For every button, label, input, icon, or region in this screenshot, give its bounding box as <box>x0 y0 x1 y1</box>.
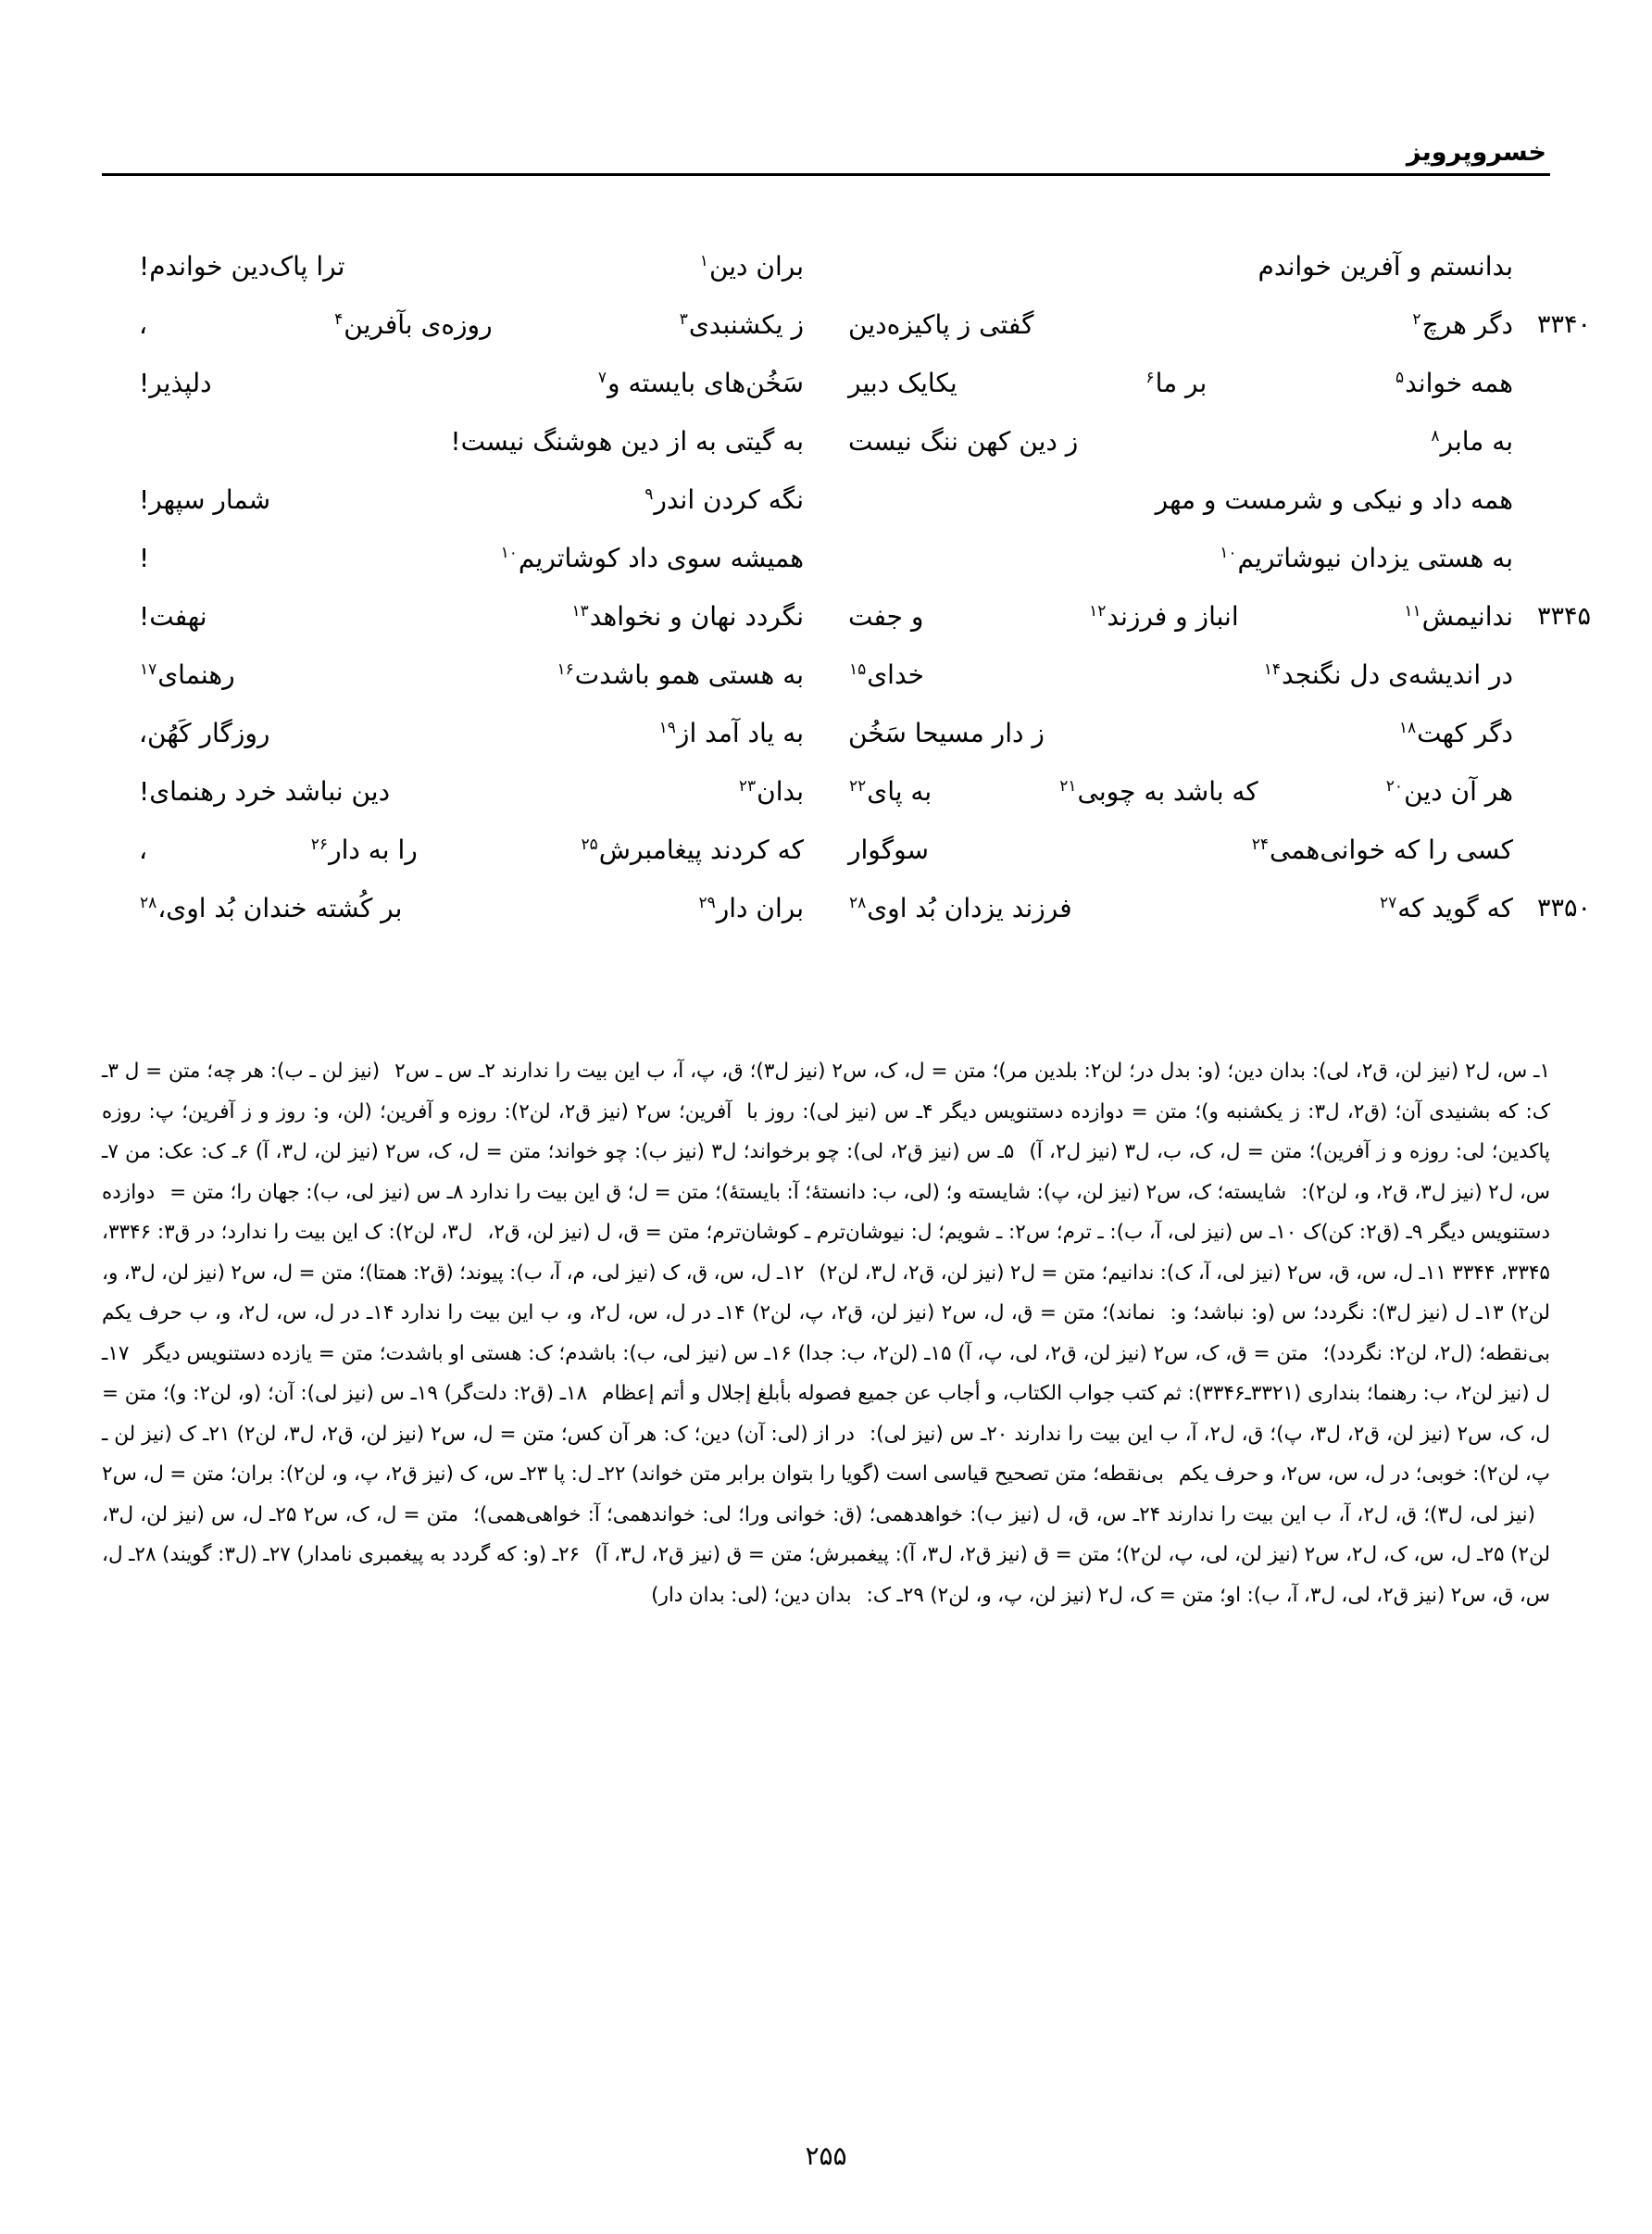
hemistich-text <box>139 587 804 646</box>
footnote-marker: ۱۴ <box>1263 659 1282 679</box>
hemistich-right <box>826 354 1513 412</box>
hemistich-text <box>139 762 804 821</box>
hemistich-segment: که کردند پیغامبرش$^{۲۵}$ <box>581 835 804 865</box>
hemistich-text <box>848 237 1513 295</box>
hemistich-right <box>826 529 1513 587</box>
apparatus-note: (نیز لی، ل۳)؛ ق، ل۲، آ، ب این بیت را ندارند ۲۴ـ س، ق، ل (نیز ب): خواهدهمی؛ (ق: خوانی ورا؛ لی: خواندهمی؛ آ: خواهی‌همی)؛ <box>473 1502 1535 1526</box>
footnote-marker: ۱۷ <box>140 659 157 679</box>
hemistich-segment: ز یکشنبدی$^۳$ <box>679 309 804 340</box>
hemistich-text <box>139 704 804 762</box>
verse-column-right <box>826 471 1513 529</box>
hemistich-text <box>139 412 804 471</box>
hemistich-segment: فرزند یزدان بُد اوی$^{۲۸}$ <box>849 893 1072 923</box>
footnote-marker: ۲۹ <box>698 893 716 912</box>
footnote-marker: ۱۳ <box>571 601 589 621</box>
hemistich-text <box>139 237 804 295</box>
apparatus-note: (نیز لن ـ ب): هر چه؛ متن = ل ۳ـ ک: که بشنیدی آن؛ (ق۲، ل۳: ز یکشنبه و)؛ متن = دوازده دستنویس دیگر ۴ـ س (نیز لی): روز با <box>102 1060 1550 1123</box>
hemistich-left <box>139 295 826 354</box>
hemistich-segment: سوگوار <box>848 835 930 865</box>
hemistich-text <box>848 704 1513 762</box>
hemistich-text <box>848 646 1513 704</box>
verse-column-right <box>826 295 1591 354</box>
hemistich-left <box>139 646 826 704</box>
hemistich-right <box>826 704 1513 762</box>
footnote-marker: ۲۲ <box>849 776 867 796</box>
hemistich-left <box>139 412 826 471</box>
verse-column-left <box>139 704 826 762</box>
hemistich-left <box>139 762 826 821</box>
hemistich-left <box>139 354 826 412</box>
hemistich-segment: خدای$^{۱۵}$ <box>849 659 924 690</box>
hemistich-segment: سَخُن‌های بایسته و$^۷$ <box>597 368 804 398</box>
hemistich-left <box>139 821 826 879</box>
page-number: ۲۵۵ <box>805 2140 847 2171</box>
verse-number: ۳۳۴۵ <box>1536 602 1591 631</box>
verse-number: ۳۳۴۰ <box>1536 310 1591 339</box>
verse-line <box>139 237 1513 295</box>
verse-column-right <box>826 529 1513 587</box>
apparatus-note: ۱۸ـ (ق۲: دلت‌گر) ۱۹ـ س (نیز لی): آن؛ (و، لن۲: و)؛ متن = ل، ک، س۲ (نیز لن، ق۲، ل۳، پ)؛ ق، ل۲، آ، ب این بیت را ندارند ۲۰ـ س (نیز لی): <box>102 1382 1551 1446</box>
verse-column-right <box>826 879 1591 937</box>
apparatus-text <box>102 1051 1550 1615</box>
hemistich-left <box>139 879 826 937</box>
verse-line <box>139 529 1513 587</box>
hemistich-text <box>139 295 804 354</box>
hemistich-segment: در اندیشه‌ی دل نگنجد$^{۱۴}$ <box>1263 659 1513 690</box>
apparatus-note: ۱۲ـ ل، س، ق، ک (نیز لی، م، آ، ب): پیوند؛ (ق۲: همتا)؛ متن = ل، س۲ (نیز لن، ل۳، و، لن۲) ۱۳ـ ل (نیز ل۳): نگردد؛ س (و: نباشد؛ و: <box>102 1261 1550 1324</box>
verse-column-left <box>139 412 826 471</box>
hemistich-segment: که باشد به چوبی$^{۲۱}$ <box>1059 776 1258 807</box>
hemistich-segment: که گوید که$^{۲۷}$ <box>1379 893 1513 923</box>
hemistich-text <box>848 354 1513 412</box>
verse-column-left <box>139 587 826 646</box>
verse-line <box>139 762 1513 821</box>
hemistich-segment: هر آن دین$^{۲۰}$ <box>1385 776 1513 807</box>
hemistich-text <box>848 762 1513 821</box>
hemistich-segment: به هستی همو باشدت$^{۱۶}$ <box>557 659 804 690</box>
footnote-marker: ۲۱ <box>1059 776 1077 796</box>
hemistich-text <box>139 821 804 879</box>
footnote-marker: ۲۳ <box>738 776 757 796</box>
apparatus-note: بی‌نقطه؛ متن تصحیح قیاسی است (گویا را بتوان برابر متن خواند) ۲۲ـ ل: پا ۲۳ـ س، ک (نیز ق۲، پ، و، لن۲): بران؛ متن = ل، س۲ <box>102 1462 1164 1486</box>
verse-column-left <box>139 821 826 879</box>
hemistich-segment: را به دار$^{۲۶}$ <box>310 835 418 865</box>
hemistich-text <box>139 879 804 937</box>
verse-area <box>139 237 1591 923</box>
apparatus-note: بدان دین؛ (لی: بدان دار) <box>651 1583 852 1607</box>
hemistich-segment: ترا پاک‌دین خواندم! <box>139 251 345 282</box>
hemistich-segment: بر ما$^۶$ <box>1145 368 1208 398</box>
header-rule <box>102 173 1550 176</box>
apparatus-note: ل۳، لن۲): ک این بیت را ندارد؛ در ق۳: ۳۳۴۶، ۳۳۴۵، ۳۳۴۴ ۱۱ـ ل، س، ق، س۲ (نیز لی، آ، ک): ندانیم؛ متن = ل۲ (نیز لن، ق۲، ل۳، لن۲) <box>102 1221 1550 1285</box>
hemistich-segment: به یاد آمد از$^{۱۹}$ <box>658 718 804 748</box>
hemistich-right <box>826 762 1513 821</box>
hemistich-segment: به مابر$^۸$ <box>1431 426 1513 457</box>
hemistich-segment: نهفت! <box>139 601 207 632</box>
hemistich-left <box>139 704 826 762</box>
apparatus-note: شایسته؛ ک، س۲ (نیز لن، پ): شایسته و؛ (لی، ب: دانستهٔ؛ آ: بایستهٔ)؛ متن = ل؛ ق این بیت را ندارد ۸ـ س (نیز لی، ب): جهان را؛ متن = <box>169 1180 1287 1204</box>
footnote-marker: ۱۹ <box>658 718 676 737</box>
hemistich-text <box>848 412 1513 471</box>
hemistich-segment: کسی را که خوانی‌همی$^{۲۴}$ <box>1251 835 1513 865</box>
apparatus-note: متن = ل، ک، س۲ ۲۵ـ ل، س (نیز لن، ل۳، لن۲) ۲۵ـ ل، س، ک، ل۲، س۲ (نیز لن، لی، پ، لن۲)؛ متن = ق (نیز ق۲، ل۳، آ): پیغمبرش؛ متن = ق (نیز ق۲، ل۳، آ) <box>102 1502 1551 1566</box>
hemistich-segment: انباز و فرزند$^{۱۲}$ <box>1089 601 1239 632</box>
footnote-marker: ۸ <box>1431 426 1440 446</box>
hemistich-text <box>848 879 1513 937</box>
hemistich-segment: ز دین کهن ننگ نیست <box>848 426 1079 457</box>
hemistich-left <box>139 529 826 587</box>
hemistich-segment: شمار سپهر! <box>139 484 271 515</box>
hemistich-segment: بدانستم و آفرین خواندم <box>1258 251 1513 282</box>
footnote-marker: ۴ <box>334 309 344 329</box>
verse-column-right <box>826 646 1513 704</box>
running-head <box>102 139 1550 176</box>
verse-line <box>139 704 1513 762</box>
hemistich-segment: بدان$^{۲۳}$ <box>738 776 804 807</box>
hemistich-segment: بران دین$^۱$ <box>699 251 804 282</box>
hemistich-left <box>139 471 826 529</box>
footnote-marker: ۲۸ <box>140 893 157 912</box>
hemistich-segment: و جفت <box>848 601 924 632</box>
hemistich-segment: نگه کردن اندر$^۹$ <box>645 484 804 515</box>
footnote-marker: ۲۷ <box>1379 893 1397 912</box>
hemistich-segment: نگردد نهان و نخواهد$^{۱۳}$ <box>571 601 804 632</box>
footnote-marker: ۳ <box>679 309 688 329</box>
apparatus-note: دوازده دستنویس دیگر ۹ـ (ق۲: کن)ک ۱۰ـ س (نیز لی، آ، ب): ـ ترم؛ س۲: ـ شویم؛ ل: نیوشان‌ترم ـ کوشان‌ترم؛ متن = ق، ل (نیز لن، ق۲، <box>102 1180 1551 1244</box>
footnote-marker: ۲۰ <box>1385 776 1404 796</box>
footnote-marker: ۱۰ <box>1220 543 1237 562</box>
hemistich-segment: دگر هرچ$^۲$ <box>1412 309 1513 340</box>
verse-column-right <box>826 587 1591 646</box>
hemistich-left <box>139 587 826 646</box>
hemistich-text <box>848 821 1513 879</box>
hemistich-segment: همیشه سوی داد کوشاتریم$^{۱۰}$ <box>500 543 804 573</box>
verse-line <box>139 646 1513 704</box>
verse-line <box>139 587 1513 646</box>
apparatus-note: آفرین؛ س۲ (نیز ق۲، لن۲): روزه و آفرین؛ (لن، و: روز و ز آفرین؛ پ: روزه پاکدین؛ لی: روزه و ز آفرین)؛ متن = ل، ک، ب، ل۳ (نیز ل۲، آ) <box>102 1099 1551 1163</box>
hemistich-right <box>826 646 1513 704</box>
footnote-marker: ۱۱ <box>1404 601 1421 621</box>
hemistich-right <box>826 587 1591 646</box>
verse-column-right <box>826 237 1513 295</box>
hemistich-right <box>826 879 1591 937</box>
verse-line <box>139 412 1513 471</box>
verse-column-left <box>139 237 826 295</box>
footnote-marker: ۱۰ <box>500 543 518 562</box>
hemistich-segment: همه خواند$^۵$ <box>1395 368 1513 398</box>
footnote-marker: ۹ <box>645 484 654 504</box>
hemistich-segment: به گیتی به از دین هوشنگ نیست! <box>450 426 804 457</box>
verse-column-right <box>826 821 1513 879</box>
hemistich-segment: روزه‌ی بآفرین$^۴$ <box>334 309 493 340</box>
verse-column-left <box>139 646 826 704</box>
verse-column-left <box>139 529 826 587</box>
verse-line <box>139 471 1513 529</box>
apparatus-note: نماند)؛ متن = ق، ل، س۲ (نیز لن، ق۲، پ، لن۲) ۱۴ـ در ل، س، ل۲، و، ب این بیت را ندارد ۱۴ـ در ل، س، ل۲، و، ب حرف یکم بی‌نقطه؛ (ل۲، لن۲: نگردد)؛ <box>102 1301 1550 1365</box>
critical-apparatus <box>102 1051 1550 1615</box>
footnote-marker: ۱۶ <box>557 659 574 679</box>
hemistich-segment: بران دار$^{۲۹}$ <box>698 893 804 923</box>
hemistich-text <box>139 529 804 587</box>
apparatus-note: متن = ق، ک، س۲ (نیز لن، ق۲، لی، پ، آ) ۱۵ـ (لن۲، ب: جدا) ۱۶ـ س (نیز لی، ب): باشدم؛ ک: هستی او باشدت؛ متن = یازده دستنویس دیگر <box>144 1341 1308 1365</box>
hemistich-segment: گفتی ز پاکیزه‌دین <box>848 309 1034 340</box>
verse-column-right <box>826 762 1513 821</box>
footnote-marker: ۶ <box>1145 368 1155 387</box>
footnote-marker: ۲۶ <box>310 835 329 854</box>
footnote-marker: ۱۸ <box>1398 718 1417 737</box>
hemistich-right <box>826 471 1513 529</box>
hemistich-text <box>848 471 1513 529</box>
hemistich-segment: همه داد و نیکی و شرمست و مهر <box>1155 484 1513 515</box>
apparatus-note: ۵ـ س (نیز ق۲، لی): چو برخواند؛ ل۳ (نیز ب): چو خواند؛ متن = ل، ک، س۲ (نیز لن، ل۳، آ) ۶ـ ک: عک: من ۷ـ س، ل۲ (نیز ل۳، ق۲، و، لن۲): <box>102 1140 1551 1204</box>
verse-line <box>139 821 1513 879</box>
verse-column-left <box>139 879 826 937</box>
hemistich-segment: دگر کهت$^{۱۸}$ <box>1398 718 1513 748</box>
verse-column-left <box>139 471 826 529</box>
hemistich-segment: ز دار مسیحا سَخُن <box>848 718 1045 748</box>
hemistich-text <box>139 354 804 412</box>
verse-column-right <box>826 704 1513 762</box>
running-head-title: خسروپرویز <box>1406 138 1546 167</box>
hemistich-text <box>848 295 1513 354</box>
hemistich-text <box>139 471 804 529</box>
verse-line <box>139 295 1513 354</box>
hemistich-segment: رهنمای$^{۱۷}$ <box>140 659 235 690</box>
apparatus-note: ۲۶ـ (و: که گردد به پیغمبری نامدار) ۲۷ـ (ل۳: گویند) ۲۸ـ ل، س، ق، س۲ (نیز ق۲، لی، ل۳، آ، ب): او؛ متن = ک، ل۲ (نیز لن، پ، و، لن۲) ۲۹ـ ک: <box>102 1543 1550 1607</box>
hemistich-segment: یکایک دبیر <box>848 368 957 398</box>
hemistich-text <box>139 646 804 704</box>
hemistich-right <box>826 412 1513 471</box>
footnote-marker: ۲ <box>1412 309 1421 329</box>
hemistich-segment: ! <box>139 543 150 573</box>
hemistich-segment: روزگار کَهُن، <box>139 718 270 748</box>
footnote-marker: ۲۵ <box>581 835 598 854</box>
footnote-marker: ۷ <box>597 368 607 387</box>
hemistich-segment: ندانیمش$^{۱۱}$ <box>1404 601 1513 632</box>
hemistich-right <box>826 295 1591 354</box>
apparatus-note: ۱۷ـ ل (نیز لن۲، ب: رهنما؛ بنداری (۳۳۲۱ـ۳۳۴۶): ثم کتب جواب الکتاب، و أجاب عن جمیع فصوله بأبلغ إجلال و أتم إعظام <box>102 1341 1550 1405</box>
verse-line <box>139 879 1513 937</box>
apparatus-note: در از (لی: آن) دین؛ ک: هر آن کس؛ متن = ل، س۲ (نیز لن، ق۲، ل۳، لن۲) ۲۱ـ ک (نیز لن ـ پ، لن۲): خوبی؛ در ل، س، س۲، و حرف یکم <box>102 1422 1551 1486</box>
hemistich-right <box>826 821 1513 879</box>
footnote-marker: ۲۴ <box>1251 835 1270 854</box>
hemistich-segment: ، <box>139 309 148 340</box>
verse-column-right <box>826 412 1513 471</box>
verse-table <box>139 237 1591 937</box>
hemistich-segment: دلپذیر! <box>139 368 212 398</box>
footnote-marker: ۱۲ <box>1089 601 1107 621</box>
hemistich-right <box>826 237 1513 295</box>
verse-number: ۳۳۵۰ <box>1536 894 1591 922</box>
hemistich-text <box>848 529 1513 587</box>
verse-line <box>139 354 1513 412</box>
apparatus-note: ۱ـ س، ل۲ (نیز لن، ق۲، لی): بدان دین؛ (و: بدل در؛ لن۲: بلدین مر)؛ متن = ل، ک، س۲ (نیز ل۳)؛ ق، پ، آ، ب این بیت را ندارند ۲ـ س ـ س۲ <box>394 1060 1551 1083</box>
hemistich-segment: دین نباشد خرد رهنمای! <box>139 776 391 807</box>
footnote-marker: ۲۸ <box>849 893 867 912</box>
footnote-marker: ۱۵ <box>849 659 867 679</box>
verse-column-right <box>826 354 1513 412</box>
hemistich-segment: ، <box>139 835 148 865</box>
hemistich-segment: به هستی یزدان نیوشاتریم$^{۱۰}$ <box>1220 543 1513 573</box>
verse-column-left <box>139 295 826 354</box>
hemistich-segment: بر کُشته خندان بُد اوی،$^{۲۸}$ <box>140 893 403 923</box>
footnote-marker: ۵ <box>1395 368 1405 387</box>
hemistich-text <box>848 587 1513 646</box>
verse-column-left <box>139 762 826 821</box>
verse-column-left <box>139 354 826 412</box>
hemistich-segment: به پای$^{۲۲}$ <box>849 776 932 807</box>
footnote-marker: ۱ <box>699 251 708 270</box>
hemistich-left <box>139 237 826 295</box>
